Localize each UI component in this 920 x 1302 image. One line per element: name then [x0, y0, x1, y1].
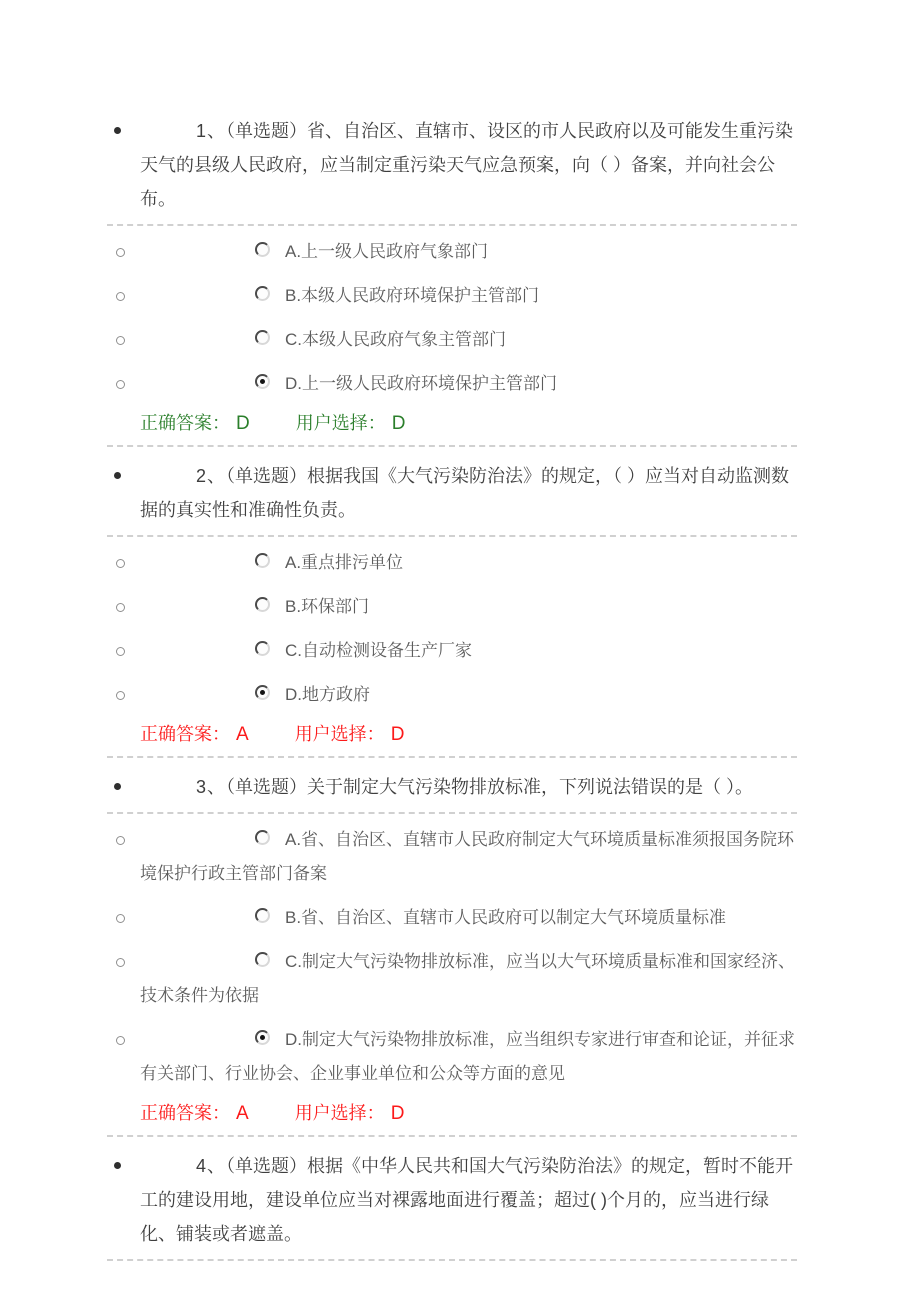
- option-label: C.制定大气污染物排放标准，应当以大气环境质量标准和国家经济、技术条件为依据: [140, 952, 795, 1005]
- question-text: 根据我国《大气污染防治法》的规定，（ ）应当对自动监测数据的真实性和准确性负责。: [140, 466, 790, 520]
- user-choice-label: 用户选择：: [294, 724, 385, 744]
- option-label: D.制定大气污染物排放标准，应当组织专家进行审查和论证，并征求有关部门、行业协会、企业事业单位和公众等方面的意见: [140, 1030, 795, 1083]
- question-type-label: （单选题）: [226, 121, 308, 141]
- radio-button-icon[interactable]: [255, 242, 270, 257]
- question-number: 1、: [196, 121, 227, 141]
- user-choice-part: [295, 1103, 405, 1123]
- option-label: B.环保部门: [285, 597, 370, 616]
- user-choice-value: D: [391, 413, 406, 434]
- correct-answer-label: 正确答案：: [140, 413, 230, 433]
- question-item: [107, 114, 797, 447]
- option-item[interactable]: [140, 318, 797, 362]
- radio-button-icon[interactable]: [255, 830, 270, 845]
- answer-row: [107, 406, 797, 447]
- option-label: D.上一级人民政府环境保护主管部门: [285, 374, 557, 393]
- option-label: C.自动检测设备生产厂家: [285, 641, 472, 660]
- radio-button-icon[interactable]: [255, 286, 270, 301]
- question-type-label: （单选题）: [226, 466, 308, 486]
- radio-button-icon[interactable]: [255, 952, 270, 967]
- correct-answer-label: 正确答案：: [140, 1103, 230, 1123]
- radio-button-icon[interactable]: [255, 908, 270, 923]
- radio-button-icon[interactable]: [255, 685, 270, 700]
- option-label: C.本级人民政府气象主管部门: [285, 330, 506, 349]
- option-item[interactable]: [140, 629, 797, 673]
- option-label: A.上一级人民政府气象部门: [285, 242, 489, 261]
- radio-button-icon[interactable]: [255, 1030, 270, 1045]
- option-item[interactable]: [140, 673, 797, 717]
- user-choice-value: D: [390, 724, 405, 745]
- option-item[interactable]: [140, 940, 797, 1018]
- question-text: 省、自治区、直辖市、设区的市人民政府以及可能发生重污染天气的县级人民政府，应当制定重污染天气应急预案，向（ ）备案，并向社会公布。: [140, 121, 794, 209]
- option-item[interactable]: [140, 1018, 797, 1096]
- radio-button-icon[interactable]: [255, 641, 270, 656]
- option-list: [107, 537, 797, 717]
- question-number: 2、: [196, 466, 227, 486]
- option-label: A.重点排污单位: [285, 553, 404, 572]
- option-item[interactable]: [140, 230, 797, 274]
- question-item: [107, 1149, 797, 1261]
- question-type-label: （单选题）: [226, 777, 308, 797]
- option-list: [107, 814, 797, 1096]
- question-text: 关于制定大气污染物排放标准，下列说法错误的是（ ）。: [307, 777, 754, 797]
- question-type-label: （单选题）: [226, 1156, 308, 1176]
- question-item: [107, 770, 797, 1137]
- option-list: [107, 226, 797, 406]
- radio-button-icon[interactable]: [255, 330, 270, 345]
- user-choice-part: [295, 724, 405, 744]
- radio-button-icon[interactable]: [255, 374, 270, 389]
- answer-row: [107, 717, 797, 758]
- question-item: [107, 459, 797, 758]
- user-choice-label: 用户选择：: [295, 413, 386, 433]
- question-number: 4、: [196, 1156, 227, 1176]
- correct-answer-value: A: [236, 724, 249, 745]
- question-stem: [107, 770, 797, 814]
- correct-answer-part: [140, 413, 250, 433]
- option-label: D.地方政府: [285, 685, 370, 704]
- option-item[interactable]: [140, 585, 797, 629]
- question-text: 根据《中华人民共和国大气污染防治法》的规定，暂时不能开工的建设用地，建设单位应当对裸露地面进行覆盖；超过( )个月的，应当进行绿化、铺装或者遮盖。: [140, 1156, 794, 1244]
- radio-button-icon[interactable]: [255, 553, 270, 568]
- question-number: 3、: [196, 777, 227, 797]
- correct-answer-part: [140, 724, 249, 744]
- correct-answer-value: D: [236, 413, 250, 434]
- question-stem: [107, 1149, 797, 1261]
- correct-answer-part: [140, 1103, 249, 1123]
- question-stem: [107, 459, 797, 537]
- radio-button-icon[interactable]: [255, 597, 270, 612]
- option-label: B.本级人民政府环境保护主管部门: [285, 286, 540, 305]
- option-item[interactable]: [140, 541, 797, 585]
- option-item[interactable]: [140, 818, 797, 896]
- option-item[interactable]: [140, 274, 797, 318]
- option-item[interactable]: [140, 896, 797, 940]
- correct-answer-value: A: [236, 1103, 249, 1124]
- question-stem: [107, 114, 797, 226]
- user-choice-label: 用户选择：: [294, 1103, 385, 1123]
- answer-row: [107, 1096, 797, 1137]
- correct-answer-label: 正确答案：: [140, 724, 230, 744]
- option-item[interactable]: [140, 362, 797, 406]
- option-label: B.省、自治区、直辖市人民政府可以制定大气环境质量标准: [285, 908, 727, 927]
- option-label: A.省、自治区、直辖市人民政府制定大气环境质量标准须报国务院环境保护行政主管部门备案: [140, 830, 795, 883]
- user-choice-part: [296, 413, 406, 433]
- user-choice-value: D: [390, 1103, 405, 1124]
